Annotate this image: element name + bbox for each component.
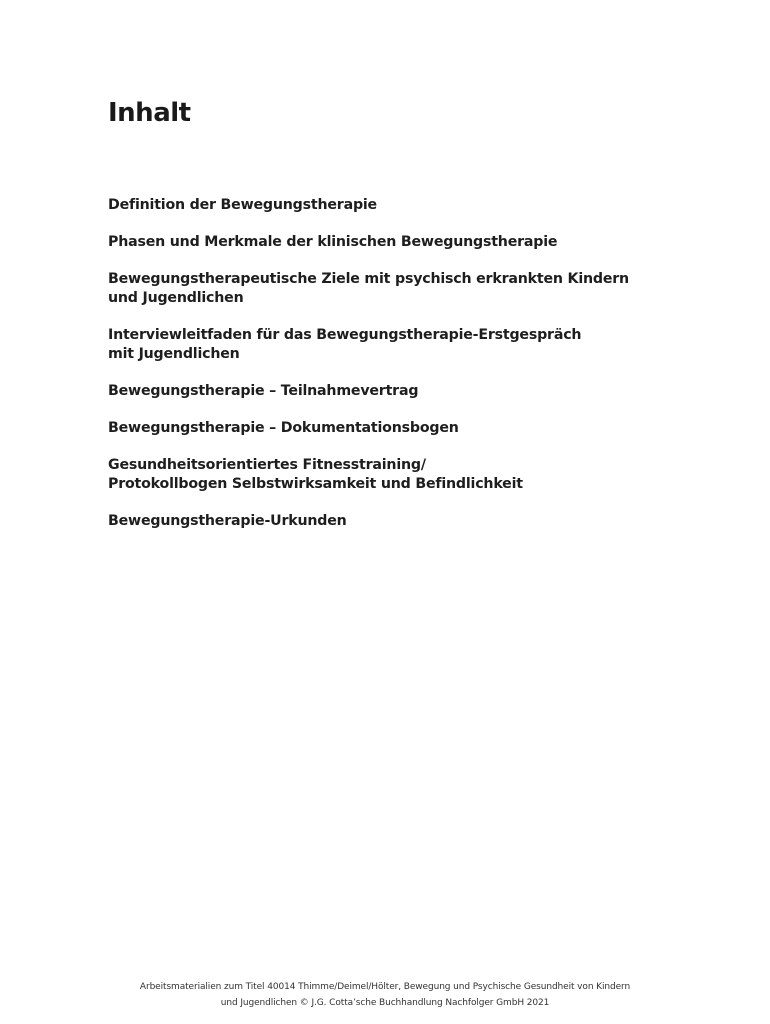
toc-item-label: Interviewleitfaden für das Bewegungstherapie-Erstgespräch [108, 327, 582, 343]
toc-item-dokumentationsbogen[interactable] [108, 419, 668, 438]
page-footer [0, 979, 770, 1011]
toc-item-phasen[interactable] [108, 233, 668, 252]
footer-line-2: und Jugendlichen © J.G. Cotta’sche Buchhandlung Nachfolger GmbH 2021 [220, 998, 550, 1008]
table-of-contents [108, 196, 668, 549]
toc-item-urkunden[interactable] [108, 512, 668, 531]
toc-item-label: Definition der Bewegungstherapie [108, 197, 377, 213]
toc-item-ziele[interactable] [108, 270, 668, 308]
toc-item-definition[interactable] [108, 196, 668, 215]
toc-item-label: Bewegungstherapie – Dokumentationsbogen [108, 420, 459, 436]
toc-item-label-continued: mit Jugendlichen [108, 346, 240, 362]
page-title: Inhalt [108, 98, 191, 128]
toc-item-label: Gesundheitsorientiertes Fitnesstraining/ [108, 457, 426, 473]
toc-item-label: Bewegungstherapie-Urkunden [108, 513, 347, 529]
toc-item-label-continued: Protokollbogen Selbstwirksamkeit und Befindlichkeit [108, 476, 523, 492]
toc-item-label: Bewegungstherapie – Teilnahmevertrag [108, 383, 419, 399]
toc-item-label: Phasen und Merkmale der klinischen Bewegungstherapie [108, 234, 558, 250]
toc-item-fitnesstraining[interactable] [108, 456, 668, 494]
toc-item-label-continued: und Jugendlichen [108, 290, 244, 306]
footer-line-1: Arbeitsmaterialien zum Titel 40014 Thimme/Deimel/Hölter, Bewegung und Psychische Gesundheit von Kindern [139, 982, 631, 992]
toc-item-interviewleitfaden[interactable] [108, 326, 668, 364]
toc-item-label: Bewegungstherapeutische Ziele mit psychisch erkrankten Kindern [108, 271, 629, 287]
toc-item-teilnahmevertrag[interactable] [108, 382, 668, 401]
